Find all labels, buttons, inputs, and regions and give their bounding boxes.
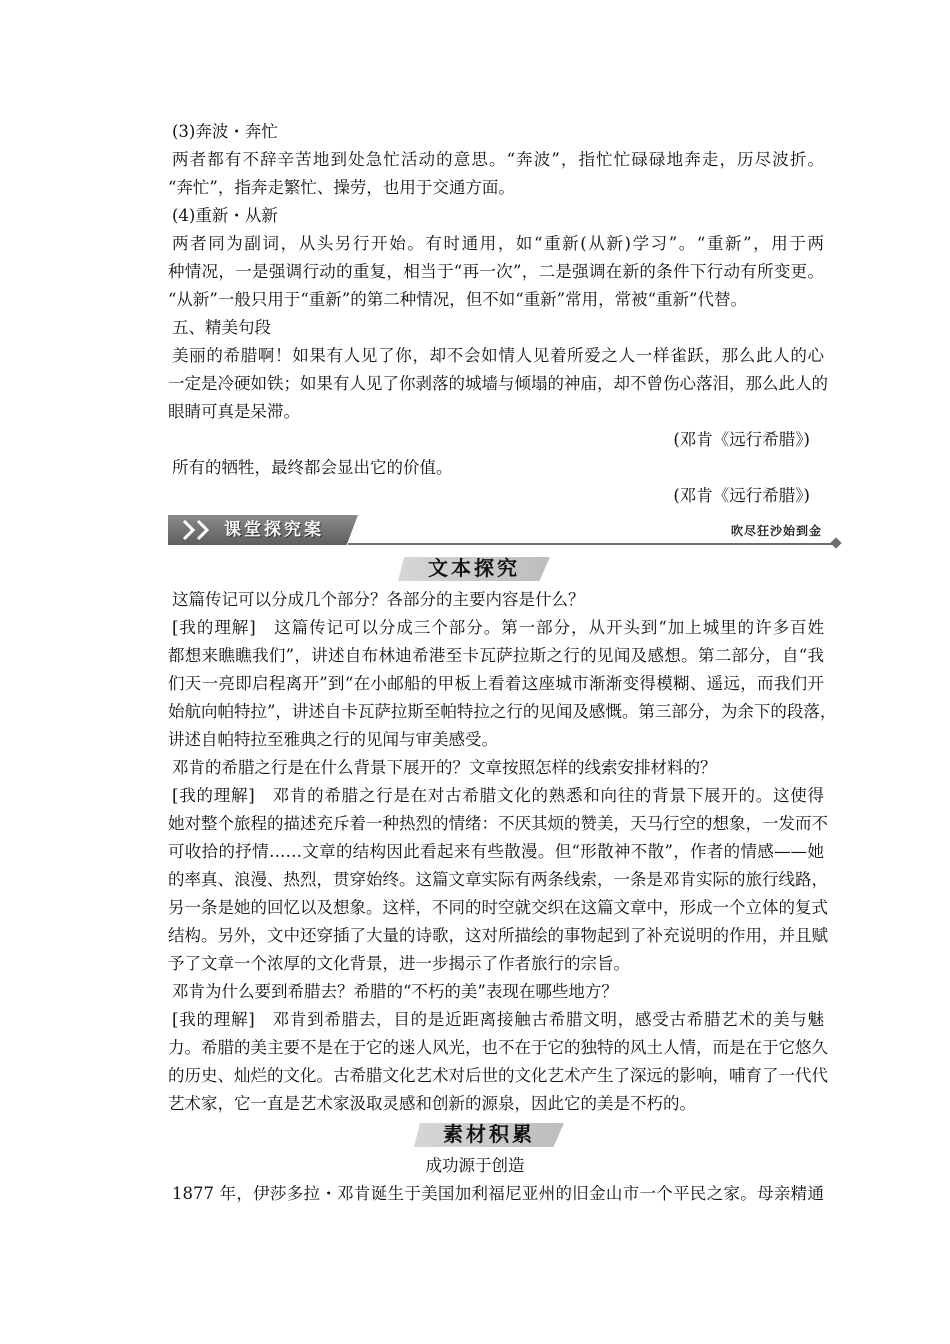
paragraph-line: 种情况，一是强调行动的重复，相当于“再一次”，二是强调在新的条件下行动有所变更。 — [168, 262, 824, 281]
answer-line: 都想来瞧瞧我们”，讲述自布林迪希港至卡瓦萨拉斯之行的见闻及感想。第二部分，自“我 — [168, 646, 824, 665]
answer-line: 的率真、浪漫、热烈，贯穿始终。这篇文章实际有两条线索，一条是邓肯实际的旅行线路， — [168, 870, 828, 889]
banner-title: 课堂探究案 — [224, 520, 324, 540]
question: 邓肯的希腊之行是在什么背景下展开的？文章按照怎样的线索安排材料的？ — [172, 758, 717, 777]
diamond-icon — [830, 537, 841, 548]
answer-line: 们天一亮即启程离开”到“在小邮船的甲板上看着这座城市渐渐变得模糊、遥远，而我们开 — [168, 674, 824, 693]
answer-line: 结构。另外，文中还穿插了大量的诗歌，这对所描绘的事物起到了补充说明的作用，并且赋 — [168, 926, 828, 945]
answer-line: 的历史、灿烂的文化。古希腊文化艺术对后世的文化艺术产生了深远的影响，哺育了一代代 — [168, 1066, 828, 1085]
answer-line: 力。希腊的美主要不是在于它的迷人风光，也不在于它的独特的风土人情，而是在于它悠久 — [168, 1038, 828, 1057]
section-title: 素材积累 — [443, 1122, 535, 1146]
citation: (邓肯《远行希腊》) — [673, 486, 810, 505]
answer-line: [我的理解] 这篇传记可以分成三个部分。第一部分，从开头到“加上城里的许多百姓 — [172, 618, 824, 637]
answer-line: 另一条是她的回忆以及想象。这样，不同的时空就交织在这篇文章中，形成一个立体的复式 — [168, 898, 828, 917]
answer-line: 予了文章一个浓厚的文化背景，进一步揭示了作者旅行的宗旨。 — [168, 954, 630, 973]
banner-slogan: 吹尽狂沙始到金 — [730, 524, 822, 538]
material-subtitle: 成功源于创造 — [425, 1156, 525, 1175]
question: 邓肯为什么要到希腊去？希腊的“不朽的美”表现在哪些地方？ — [172, 982, 618, 1001]
answer-line: 始航向帕特拉”，讲述自卡瓦萨拉斯至帕特拉之行的见闻及感慨。第三部分，为余下的段落， — [168, 702, 837, 721]
paragraph-line: 眼睛可真是呆滞。 — [168, 402, 300, 421]
paragraph-line: 所有的牺牲，最终都会显出它的价值。 — [172, 458, 453, 477]
paragraph-line: 一定是冷硬如铁；如果有人见了你剥落的城墙与倾塌的神庙，却不曾伤心落泪，那么此人的 — [168, 374, 828, 393]
paragraph-line: 1877 年，伊莎多拉・邓肯诞生于美国加利福尼亚州的旧金山市一个平民之家。母亲精通 — [172, 1184, 824, 1203]
paragraph-line: “奔忙”，指奔走繁忙、操劳，也用于交通方面。 — [168, 178, 515, 197]
answer-line: 她对整个旅程的描述充斥着一种热烈的情绪：不厌其烦的赞美，天马行空的想象，一发而不 — [168, 814, 828, 833]
section-title: 文本探究 — [428, 556, 520, 580]
citation: (邓肯《远行希腊》) — [673, 430, 810, 449]
chevron-right-icon — [196, 520, 210, 540]
paragraph-line: “从新”一般只用于“重新”的第二种情况，但不如“重新”常用，常被“重新”代替。 — [168, 290, 747, 309]
divider — [348, 543, 834, 545]
question: 这篇传记可以分成几个部分？各部分的主要内容是什么？ — [172, 590, 585, 609]
section-banner — [168, 515, 840, 547]
answer-line: 可收拾的抒情……文章的结构因此看起来有些散漫。但“形散神不散”，作者的情感——她 — [168, 842, 824, 861]
answer-line: 艺术家，它一直是艺术家汲取灵感和创新的源泉，因此它的美是不朽的。 — [168, 1094, 696, 1113]
subheading-4: (4)重新・从新 — [172, 206, 278, 225]
section-heading: 五、精美句段 — [172, 318, 271, 337]
section-heading-material — [414, 1119, 564, 1149]
answer-line: [我的理解] 邓肯的希腊之行是在对古希腊文化的熟悉和向往的背景下展开的。这使得 — [172, 786, 824, 805]
paragraph-line: 美丽的希腊啊！如果有人见了你，却不会如情人见着所爱之人一样雀跃，那么此人的心 — [172, 346, 824, 365]
paragraph-line: 两者都有不辞辛苦地到处急忙活动的意思。“奔波”，指忙忙碌碌地奔走，历尽波折。 — [172, 150, 824, 169]
answer-line: [我的理解] 邓肯到希腊去，目的是近距离接触古希腊文明，感受古希腊艺术的美与魅 — [172, 1010, 824, 1029]
paragraph-line: 两者同为副词，从头另行开始。有时通用，如“重新(从新)学习”。“重新”，用于两 — [172, 234, 824, 253]
section-heading-text-inquiry — [398, 553, 550, 583]
subheading-3: (3)奔波・奔忙 — [172, 122, 278, 141]
chevron-right-icon — [182, 520, 196, 540]
answer-line: 讲述自帕特拉至雅典之行的见闻与审美感受。 — [168, 730, 498, 749]
